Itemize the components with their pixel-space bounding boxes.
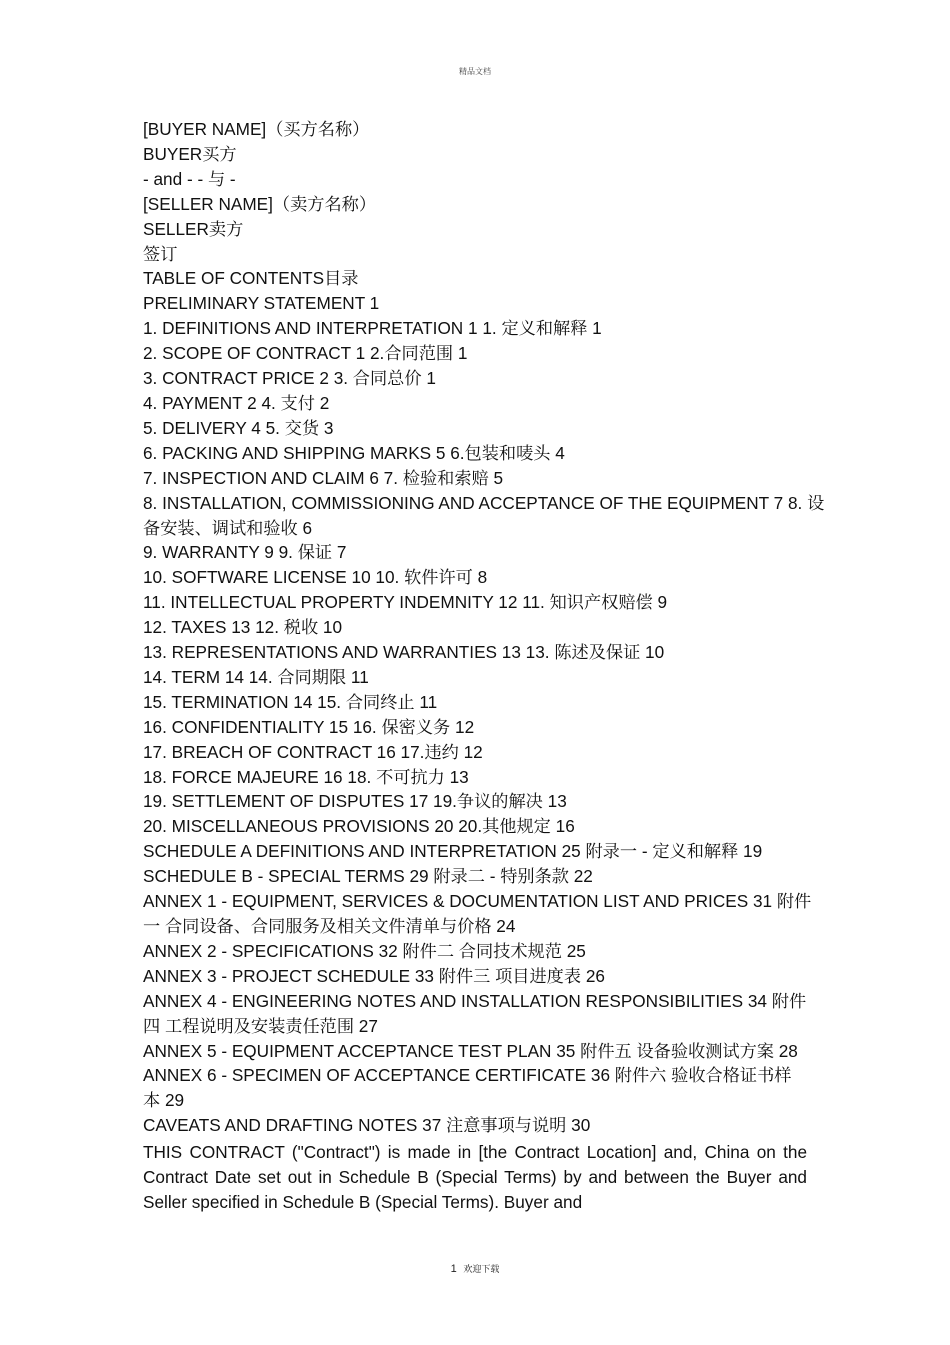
page-number: 1 bbox=[450, 1263, 457, 1275]
document-line: 5. DELIVERY 4 5. 交货 3 bbox=[143, 417, 334, 438]
document-body bbox=[143, 117, 833, 1138]
document-line: ANNEX 3 - PROJECT SCHEDULE 33 附件三 项目进度表 26 bbox=[143, 965, 605, 986]
document-line: 10. SOFTWARE LICENSE 10 10. 软件许可 8 bbox=[143, 567, 488, 588]
document-line: 13. REPRESENTATIONS AND WARRANTIES 13 13. 陈述及保证 10 bbox=[143, 642, 665, 663]
document-line: ANNEX 1 - EQUIPMENT, SERVICES & DOCUMENTATION LIST AND PRICES 31 附件 bbox=[143, 891, 812, 912]
document-line: BUYER买方 bbox=[143, 143, 237, 164]
document-line: 签订 bbox=[143, 243, 178, 264]
document-line: 四 工程说明及安装责任范围 27 bbox=[143, 1015, 378, 1036]
document-line: 15. TERMINATION 14 15. 合同终止 11 bbox=[143, 691, 438, 712]
document-line: 19. SETTLEMENT OF DISPUTES 17 19.争议的解决 13 bbox=[143, 791, 567, 812]
document-line: 2. SCOPE OF CONTRACT 1 2.合同范围 1 bbox=[143, 343, 468, 364]
page-header: 精品文档 bbox=[459, 67, 491, 76]
document-line: PRELIMINARY STATEMENT 1 bbox=[143, 293, 380, 314]
document-line: SELLER卖方 bbox=[143, 218, 244, 239]
document-line: 14. TERM 14 14. 合同期限 11 bbox=[143, 666, 369, 687]
document-line: 3. CONTRACT PRICE 2 3. 合同总价 1 bbox=[143, 368, 436, 389]
document-line: 7. INSPECTION AND CLAIM 6 7. 检验和索赔 5 bbox=[143, 467, 504, 488]
document-line: 20. MISCELLANEOUS PROVISIONS 20 20.其他规定 16 bbox=[143, 816, 575, 837]
contract-paragraph: THIS CONTRACT ("Contract") is made in [the Contract Location] and, China on the Contract Date set out in Schedule B (Special Terms) by and between the Buyer and Seller specified in Schedule B (Special Terms). Buyer and bbox=[143, 1142, 807, 1212]
document-line: 11. INTELLECTUAL PROPERTY INDEMNITY 12 11. 知识产权赔偿 9 bbox=[143, 592, 668, 613]
document-line: 9. WARRANTY 9 9. 保证 7 bbox=[143, 542, 347, 563]
document-line: CAVEATS AND DRAFTING NOTES 37 注意事项与说明 30 bbox=[143, 1115, 591, 1136]
document-line: 16. CONFIDENTIALITY 15 16. 保密义务 12 bbox=[143, 716, 475, 737]
document-line: 17. BREACH OF CONTRACT 16 17.违约 12 bbox=[143, 741, 483, 762]
document-line: SCHEDULE A DEFINITIONS AND INTERPRETATION 25 附录一 - 定义和解释 19 bbox=[143, 841, 763, 862]
document-line: [SELLER NAME]（卖方名称） bbox=[143, 193, 377, 214]
document-line: 6. PACKING AND SHIPPING MARKS 5 6.包装和唛头 4 bbox=[143, 442, 565, 463]
document-line: 一 合同设备、合同服务及相关文件清单与价格 24 bbox=[143, 916, 516, 936]
document-line: [BUYER NAME]（买方名称） bbox=[143, 119, 370, 139]
document-line: 本 29 bbox=[143, 1090, 185, 1111]
document-line: ANNEX 2 - SPECIFICATIONS 32 附件二 合同技术规范 25 bbox=[143, 940, 586, 961]
document-line: TABLE OF CONTENTS目录 bbox=[143, 268, 359, 289]
document-line: 12. TAXES 13 12. 税收 10 bbox=[143, 617, 343, 638]
document-line: SCHEDULE B - SPECIAL TERMS 29 附录二 - 特别条款 22 bbox=[143, 866, 593, 887]
document-line: 备安装、调试和验收 6 bbox=[143, 517, 313, 538]
document-line: ANNEX 4 - ENGINEERING NOTES AND INSTALLATION RESPONSIBILITIES 34 附件 bbox=[143, 990, 807, 1011]
document-line: 8. INSTALLATION, COMMISSIONING AND ACCEPTANCE OF THE EQUIPMENT 7 8. 设 bbox=[143, 492, 825, 513]
document-line: ANNEX 5 - EQUIPMENT ACCEPTANCE TEST PLAN 35 附件五 设备验收测试方案 28 bbox=[143, 1040, 798, 1061]
page-footer bbox=[0, 1262, 950, 1275]
document-line: 1. DEFINITIONS AND INTERPRETATION 1 1. 定义和解释 1 bbox=[143, 318, 602, 339]
document-line: 4. PAYMENT 2 4. 支付 2 bbox=[143, 392, 330, 413]
document-line: ANNEX 6 - SPECIMEN OF ACCEPTANCE CERTIFICATE 36 附件六 验收合格证书样 bbox=[143, 1065, 792, 1086]
document-line: 18. FORCE MAJEURE 16 18. 不可抗力 13 bbox=[143, 766, 469, 787]
footer-text: 欢迎下载 bbox=[463, 1264, 500, 1274]
document-line: - and - - 与 - bbox=[143, 168, 236, 189]
